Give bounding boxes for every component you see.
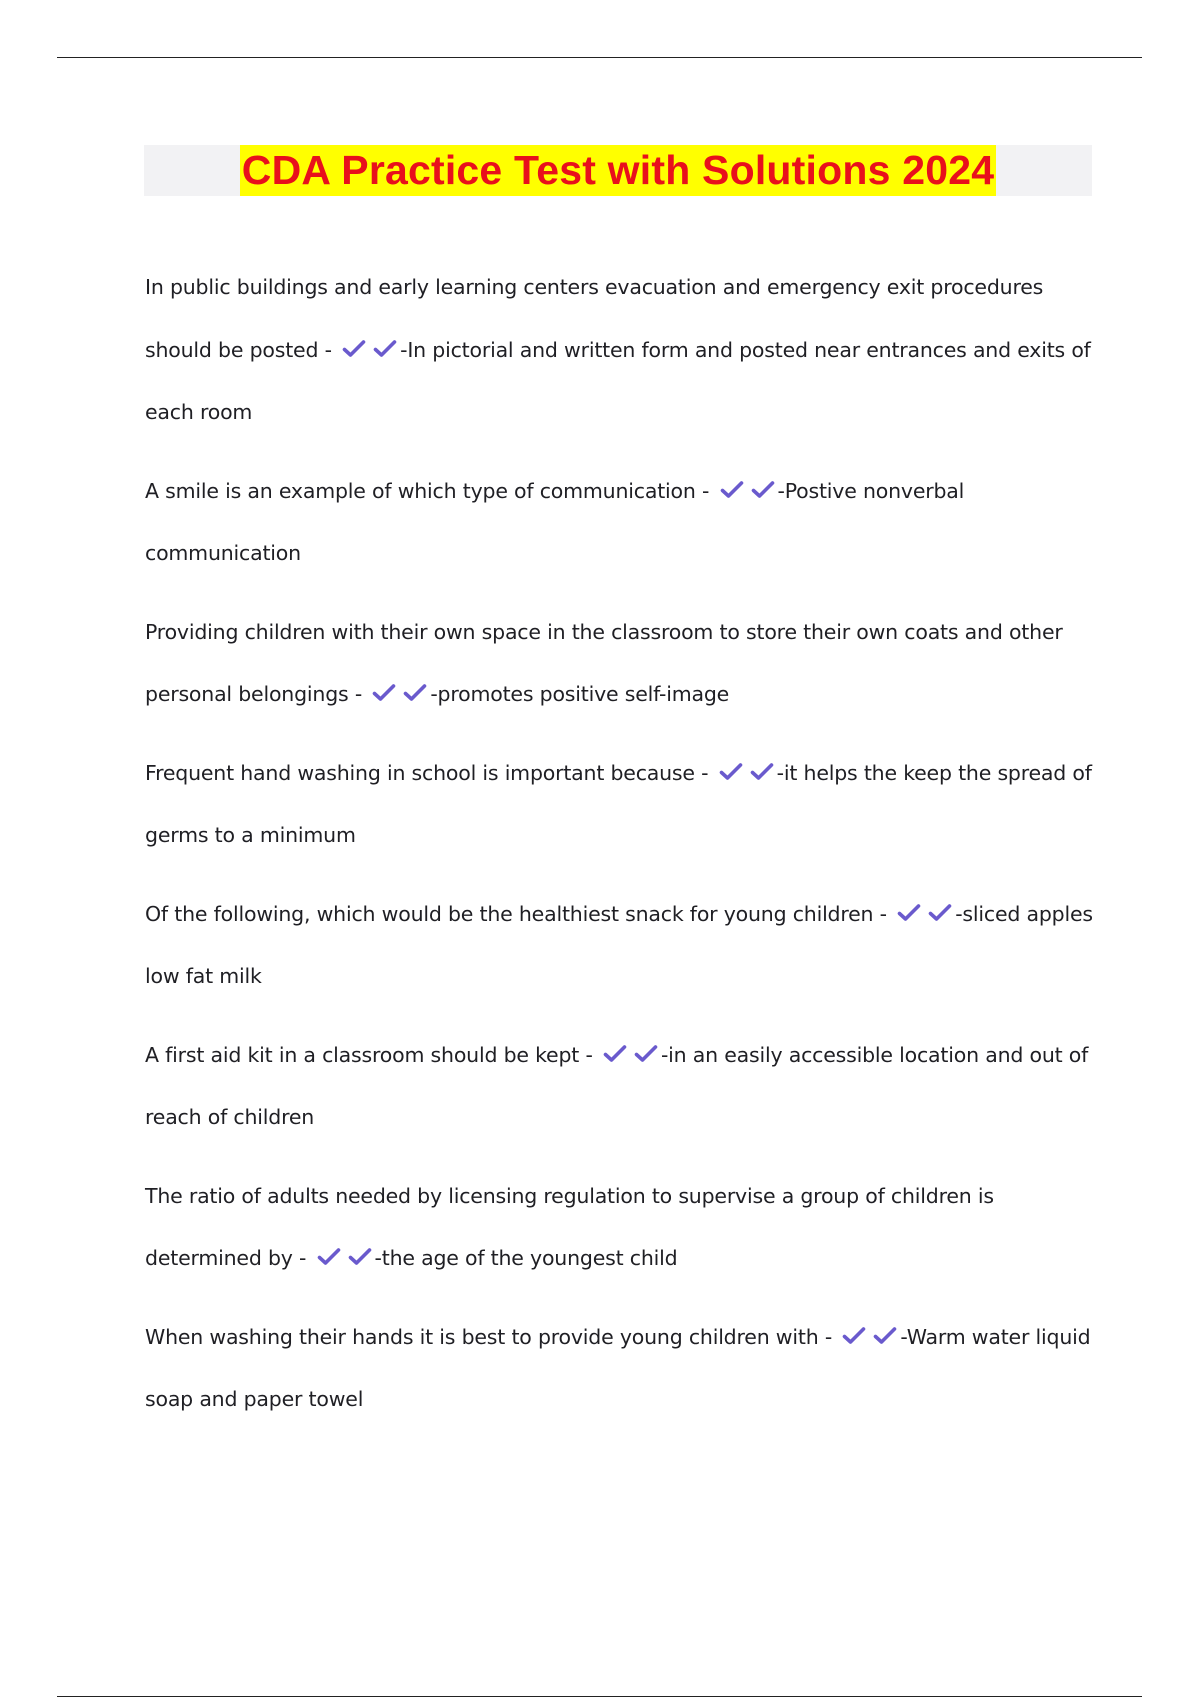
page-title: CDA Practice Test with Solutions 2024 [240,145,996,196]
separator-before: - [318,337,339,362]
answer-text: promotes positive self-image [437,682,730,706]
question-text: Frequent hand washing in school is important because [145,760,695,785]
qa-item [145,256,1095,444]
title-band [144,145,1092,196]
qa-item [145,460,1095,585]
checkmark-icon [373,339,397,359]
checkmark-icon [873,1326,897,1346]
checkmark-icon [750,762,774,782]
answer-marker [819,1325,907,1349]
answer-text: sliced apples low fat milk [145,901,1093,988]
checkmark-icon [342,339,366,359]
qa-list [145,256,1095,1447]
answer-marker [696,479,785,503]
checkmark-icon [317,1247,341,1267]
checkmark-icon [348,1247,372,1267]
answer-text: Warm water liquid soap and paper towel [145,1324,1091,1411]
qa-item [145,1024,1095,1149]
answer-text: it helps the keep the spread of germs to a minimum [145,760,1092,847]
bottom-divider [57,1696,1142,1697]
answer-text: the age of the youngest child [381,1246,678,1270]
checkmark-icon [634,1044,658,1064]
answer-text: in an easily accessible location and out of reach of children [145,1042,1089,1129]
question-text: The ratio of adults needed by licensing regulation to supervise a group of children is determined by [145,1183,994,1270]
answer-marker [318,338,407,362]
question-text: In public buildings and early learning centers evacuation and emergency exit procedures should be posted [145,275,1044,362]
question-text: Of the following, which would be the healthiest snack for young children [145,901,874,926]
checkmark-icon [720,480,744,500]
answer-marker [293,1246,382,1270]
question-text: Providing children with their own space in the classroom to store their own coats and other personal belongings [145,619,1063,706]
separator-after: - [660,1042,669,1067]
checkmark-icon [603,1044,627,1064]
checkmark-icon [372,683,396,703]
checkmark-icon [842,1326,866,1346]
qa-item [145,601,1095,726]
separator-after: - [955,901,963,926]
checkmark-icon [897,903,921,923]
checkmark-icon [928,903,952,923]
separator-before: - [579,1042,599,1067]
answer-marker [349,682,438,706]
separator-after: - [374,1246,382,1270]
separator-before: - [695,478,716,503]
qa-item [145,883,1095,1008]
top-divider [57,57,1142,58]
question-text: A smile is an example of which type of communication [145,478,696,503]
qa-item [145,1306,1095,1431]
qa-item [145,742,1095,867]
checkmark-icon [751,480,775,500]
separator-after: - [900,1324,907,1349]
separator-before: - [292,1246,313,1270]
answer-marker [579,1043,668,1067]
separator-before: - [694,760,715,785]
answer-text: In pictorial and written form and posted near entrances and exits of each room [145,337,1091,424]
separator-before: - [348,682,369,706]
answer-marker [873,902,962,926]
checkmark-icon [719,762,743,782]
question-text: A first aid kit in a classroom should be kept [145,1042,580,1067]
answer-text: Postive nonverbal communication [145,478,965,565]
separator-after: - [430,682,438,706]
qa-item [145,1165,1095,1290]
separator-before: - [873,901,894,926]
separator-before: - [818,1324,839,1349]
separator-after: - [400,337,408,362]
question-text: When washing their hands it is best to provide young children with [145,1324,819,1349]
checkmark-icon [403,683,427,703]
separator-after: - [777,478,785,503]
separator-after: - [776,760,784,785]
answer-marker [695,761,784,785]
